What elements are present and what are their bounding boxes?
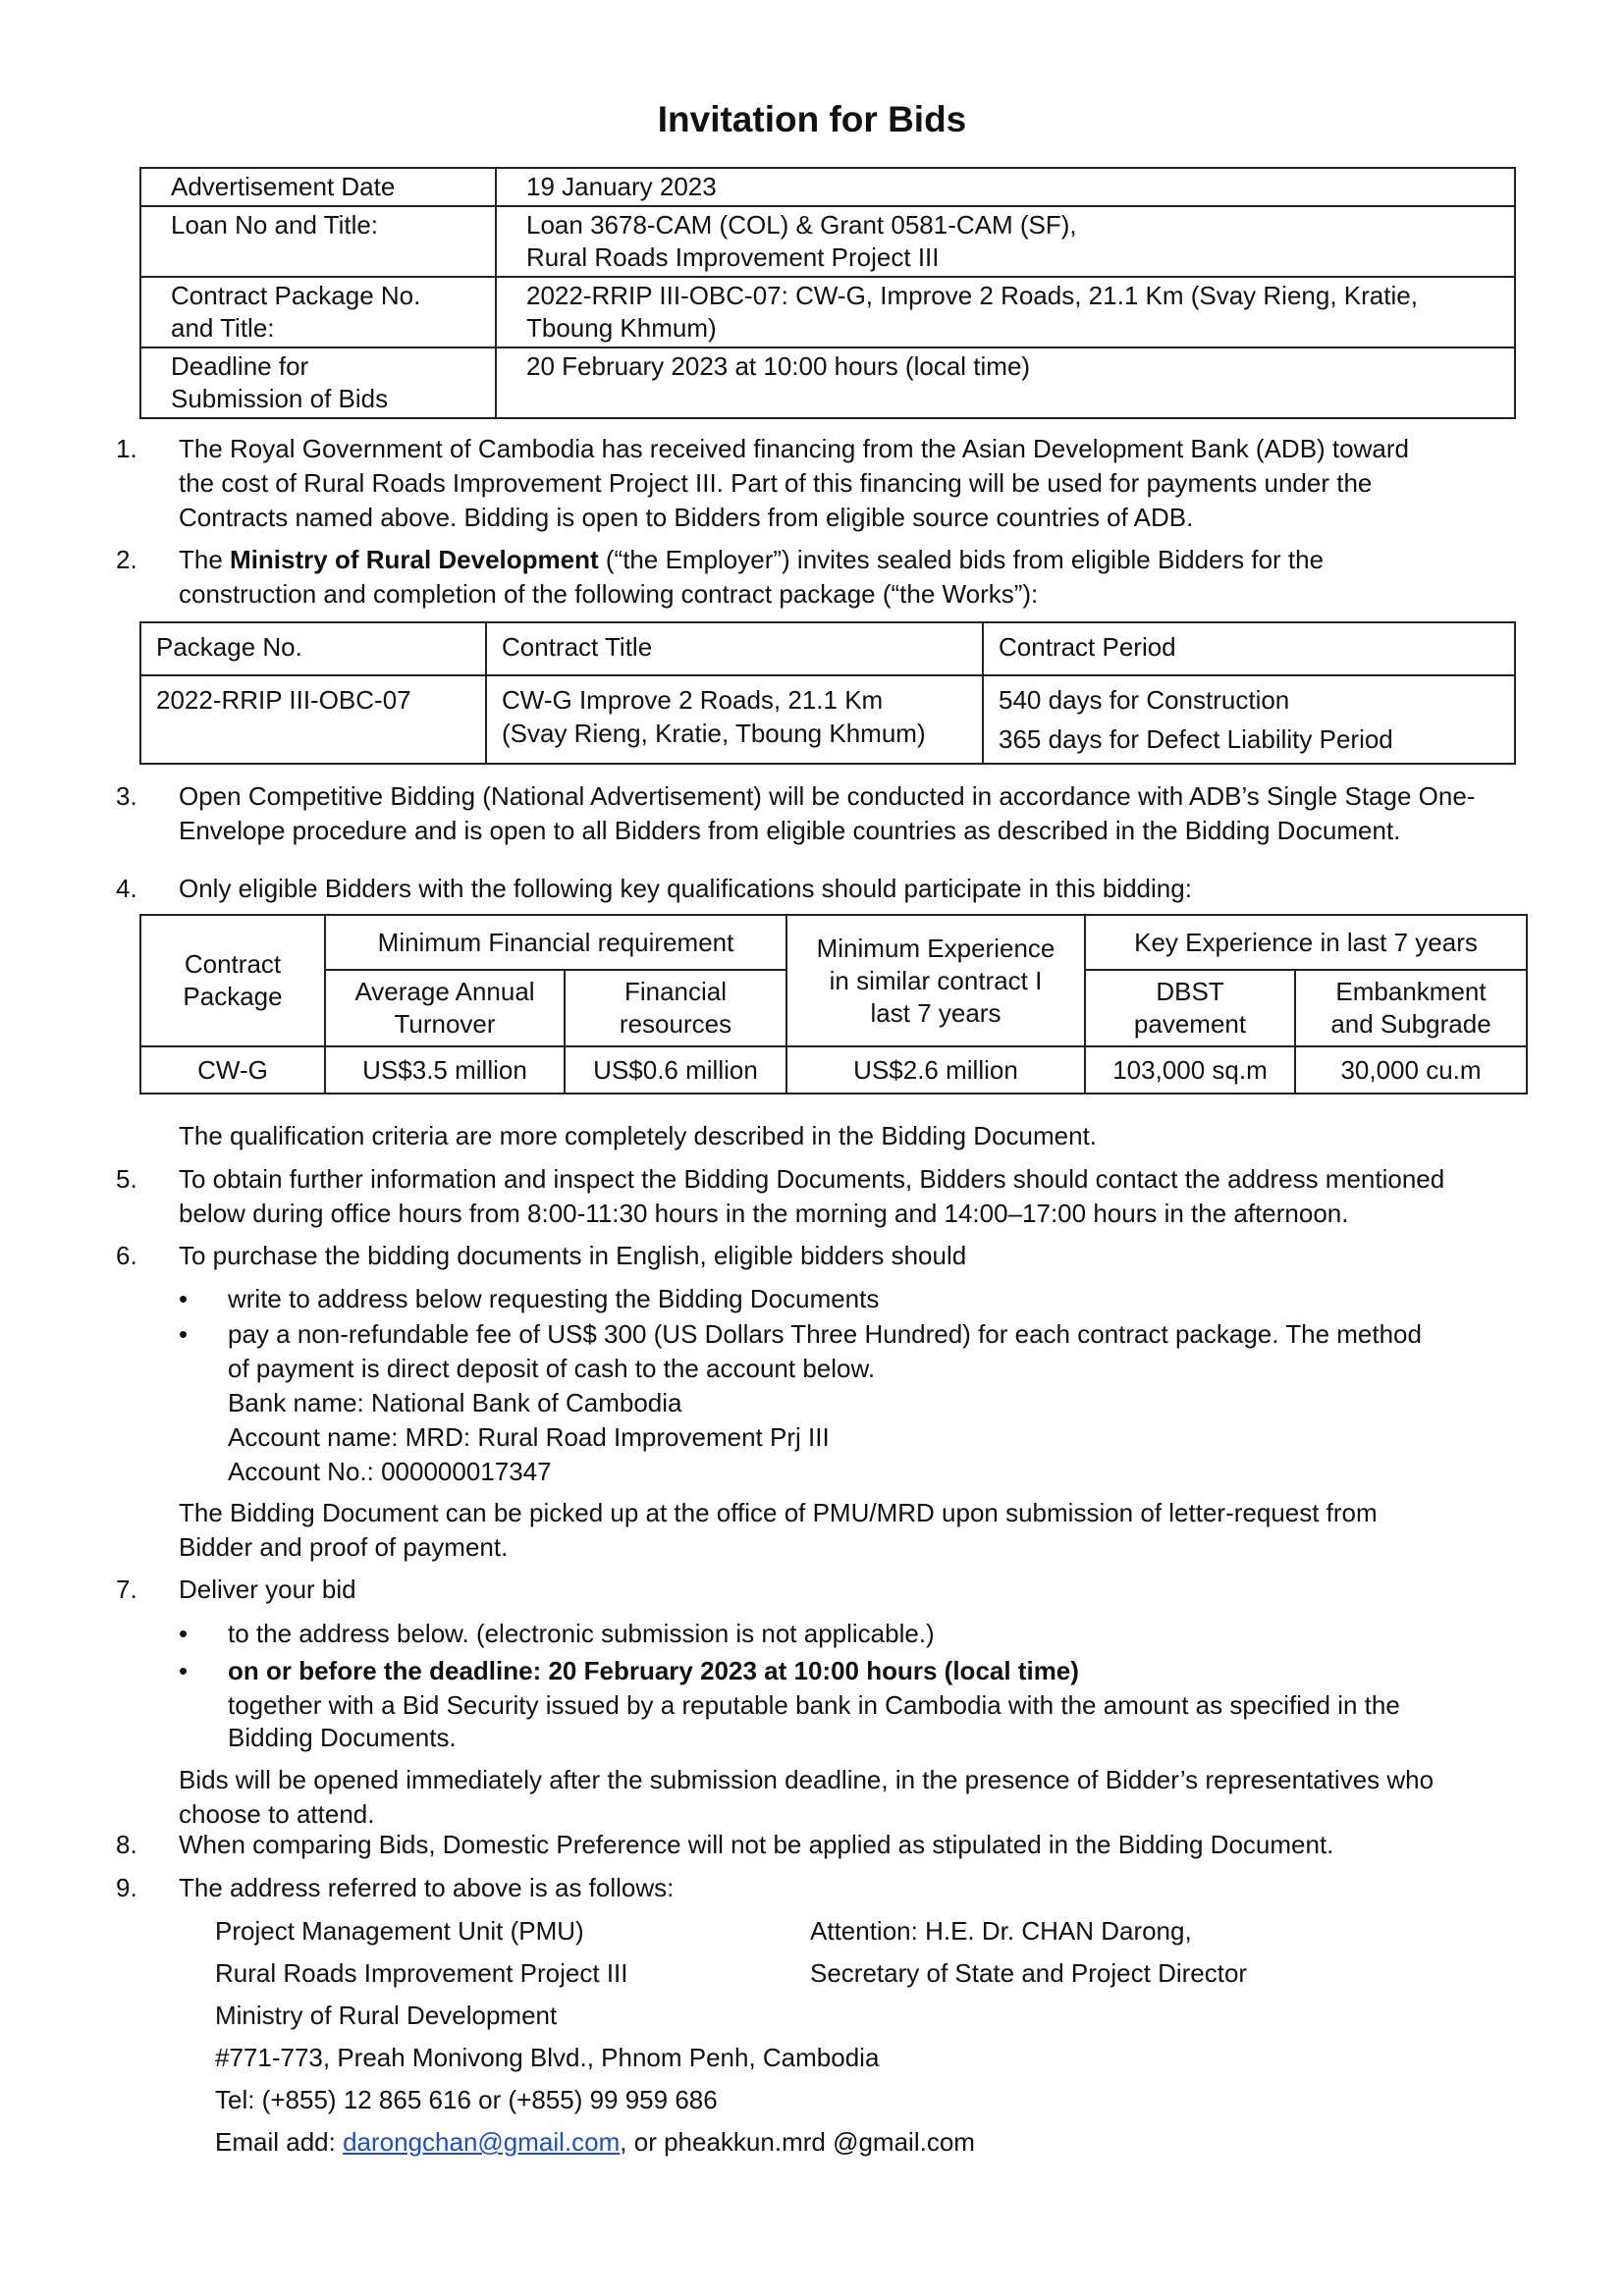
table-row [140,347,1515,418]
item-6-text: To purchase the bidding documents in English, eligible bidders should [179,1241,967,1270]
table-cell: US$2.6 million [786,1046,1085,1094]
table-cell: US$0.6 million [565,1046,786,1094]
address-line-4: #771-773, Preah Monivong Blvd., Phnom Penh, Cambodia [215,2043,880,2072]
contract-package-header-line-2: Package [183,982,283,1011]
ad-date-value: 19 January 2023 [496,168,1515,206]
email-alt: , or pheakkun.mrd @gmail.com [620,2127,975,2157]
loan-value [496,206,1515,277]
item-1-line-1: The Royal Government of Cambodia has received financing from the Asian Development Bank (ADB) toward [179,434,1409,463]
address-email-line [215,2125,975,2160]
item-2-suffix: (“the Employer”) invites sealed bids from eligible Bidders for the [598,545,1325,574]
ad-date-label: Advertisement Date [140,168,496,206]
package-line-2: Tboung Khmum) [526,313,717,343]
table-row [140,168,1515,206]
embankment-line-2: and Subgrade [1330,1009,1491,1039]
item-8-text: When comparing Bids, Domestic Preference will not be applied as stipulated in the Bidding Document. [179,1830,1334,1859]
item-6-bullet-1: write to address below requesting the Bidding Documents [228,1284,880,1313]
bid-info-table [139,167,1516,419]
table-header-row [140,915,1527,970]
deadline-label-line-1: Deadline for [171,351,309,381]
item-5-text [179,1162,1514,1231]
package-no-cell: 2022-RRIP III-OBC-07 [140,675,486,764]
table-cell: CW-G [140,1046,325,1094]
bullet-icon: • [179,1656,189,1685]
item-5-line-2: below during office hours from 8:00-11:30 hours in the morning and 14:00–17:00 hours in the afternoon. [179,1199,1349,1228]
contract-package-table [139,621,1516,765]
package-value [496,277,1515,347]
address-line-5: Tel: (+855) 12 865 616 or (+855) 99 959 686 [215,2085,718,2114]
item-4-text: Only eligible Bidders with the following key qualifications should participate in this bidding: [179,874,1192,903]
item-7-bullet-1: to the address below. (electronic submission is not applicable.) [228,1619,935,1648]
item-5-line-1: To obtain further information and inspect the Bidding Documents, Bidders should contact the address mentioned [179,1164,1445,1194]
item-7-note-line-1: Bids will be opened immediately after the submission deadline, in the presence of Bidder’s representatives who [179,1765,1435,1794]
avg-turnover-line-2: Turnover [394,1009,496,1039]
package-label-line-2: and Title: [171,313,275,343]
item-number-3: 3. [116,781,137,811]
contract-period-line-2: 365 days for Defect Liability Period [999,724,1393,754]
account-number: Account No.: 000000017347 [228,1457,552,1486]
min-experience-line-2: in similar contract I [829,965,1043,995]
loan-label: Loan No and Title: [140,206,496,277]
dbst-header [1085,970,1295,1046]
item-3-text [179,779,1514,848]
financial-resources-line-2: resources [619,1009,732,1039]
item-7-bullet-3-line-1: together with a Bid Security issued by a reputable bank in Cambodia with the amount as specified in the [228,1690,1400,1720]
item-6-bullet-2-line-1: pay a non-refundable fee of US$ 300 (US Dollars Three Hundred) for each contract package. The method [228,1319,1422,1349]
financial-resources-line-1: Financial [623,977,728,1006]
item-7-note-line-2: choose to attend. [179,1799,375,1829]
bullet-icon: • [179,1284,189,1313]
item-number-9: 9. [116,1873,137,1902]
package-label [140,277,496,347]
table-header-row [140,622,1515,675]
email-link[interactable]: darongchan@gmail.com [343,2127,621,2157]
item-6-note-line-2: Bidder and proof of payment. [179,1532,509,1562]
item-6-bullet-2-line-2: of payment is direct deposit of cash to the account below. [228,1354,876,1383]
bullet-icon: • [179,1619,189,1648]
min-financial-header: Minimum Financial requirement [325,915,786,970]
employer-name: Ministry of Rural Development [230,545,599,574]
deadline-value: 20 February 2023 at 10:00 hours (local time) [496,347,1515,418]
table-cell: 103,000 sq.m [1085,1046,1295,1094]
financial-resources-header [565,970,786,1046]
item-4-note: The qualification criteria are more completely described in the Bidding Document. [179,1121,1098,1150]
item-9-text: The address referred to above is as follows: [179,1873,675,1902]
contract-title-cell [486,675,983,764]
avg-turnover-line-1: Average Annual [354,977,535,1006]
package-label-line-1: Contract Package No. [171,281,421,310]
bullet-icon: • [179,1319,189,1349]
min-experience-header [786,915,1085,1046]
contract-package-header-line-1: Contract [184,949,282,979]
item-6-bullet-2 [228,1317,1514,1489]
account-name: Account name: MRD: Rural Road Improvement Prj III [228,1422,830,1452]
item-1-text [179,432,1514,535]
item-6-note [179,1496,1514,1565]
deadline-label [140,347,496,418]
package-line-1: 2022-RRIP III-OBC-07: CW-G, Improve 2 Roads, 21.1 Km (Svay Rieng, Kratie, [526,281,1418,310]
address-line-3: Ministry of Rural Development [215,2001,558,2030]
attention-line-2: Secretary of State and Project Director [810,1958,1248,1988]
contract-title-line-1: CW-G Improve 2 Roads, 21.1 Km [502,685,884,715]
item-number-4: 4. [116,874,137,903]
attention-line-1: Attention: H.E. Dr. CHAN Darong, [810,1916,1192,1946]
column-header: Contract Title [486,622,983,675]
dbst-line-1: DBST [1156,977,1224,1006]
item-number-8: 8. [116,1830,137,1859]
item-1-line-2: the cost of Rural Roads Improvement Project III. Part of this financing will be used for payments under the [179,468,1373,498]
contract-period-cell [983,675,1515,764]
item-6-note-line-1: The Bidding Document can be picked up at the office of PMU/MRD upon submission of letter-request from [179,1498,1378,1527]
item-number-1: 1. [116,434,137,463]
key-experience-header: Key Experience in last 7 years [1085,915,1527,970]
table-row [140,1046,1527,1094]
item-number-7: 7. [116,1575,137,1604]
loan-line-2: Rural Roads Improvement Project III [526,242,940,272]
min-experience-line-1: Minimum Experience [816,933,1056,963]
item-3-line-1: Open Competitive Bidding (National Advertisement) will be conducted in accordance with ADB’s Single Stage One- [179,781,1476,811]
item-number-2: 2. [116,545,137,574]
table-cell: US$3.5 million [325,1046,565,1094]
item-7-bullet-2: on or before the deadline: 20 February 2023 at 10:00 hours (local time) [228,1656,1079,1685]
column-header: Contract Period [983,622,1515,675]
item-7-bullet-3 [228,1688,1514,1755]
avg-turnover-header [325,970,565,1046]
item-2-line-2: construction and completion of the following contract package (“the Works”): [179,579,1039,609]
bank-name: Bank name: National Bank of Cambodia [228,1388,682,1417]
table-row [140,206,1515,277]
item-number-6: 6. [116,1241,137,1270]
column-header: Package No. [140,622,486,675]
item-7-text: Deliver your bid [179,1575,356,1604]
contract-title-line-2: (Svay Rieng, Kratie, Tboung Khmum) [502,719,926,748]
item-number-5: 5. [116,1164,137,1194]
qualification-table [139,914,1528,1095]
address-line-2: Rural Roads Improvement Project III [215,1958,628,1988]
loan-line-1: Loan 3678-CAM (COL) & Grant 0581-CAM (SF), [526,210,1077,240]
min-experience-line-3: last 7 years [870,997,1001,1028]
page-title: Invitation for Bids [657,99,967,139]
table-cell: 30,000 cu.m [1295,1046,1527,1094]
embankment-header [1295,970,1527,1046]
item-2-text [179,543,1514,612]
item-2-line-1 [179,543,1514,577]
table-row [140,675,1515,764]
table-row [140,277,1515,347]
email-prefix: Email add: [215,2127,344,2157]
item-1-line-3: Contracts named above. Bidding is open to Bidders from eligible source countries of ADB. [179,503,1194,532]
item-7-note [179,1763,1514,1832]
address-line-1: Project Management Unit (PMU) [215,1916,584,1946]
item-2-prefix: The [179,545,231,574]
deadline-label-line-2: Submission of Bids [171,384,389,413]
item-7-bullet-3-line-2: Bidding Documents. [228,1723,457,1752]
dbst-line-2: pavement [1133,1009,1247,1039]
item-3-line-2: Envelope procedure and is open to all Bidders from eligible countries as described in the Bidding Document. [179,816,1401,845]
contract-period-line-1: 540 days for Construction [999,685,1290,715]
contract-package-header [140,915,325,1046]
embankment-line-1: Embankment [1335,977,1487,1006]
